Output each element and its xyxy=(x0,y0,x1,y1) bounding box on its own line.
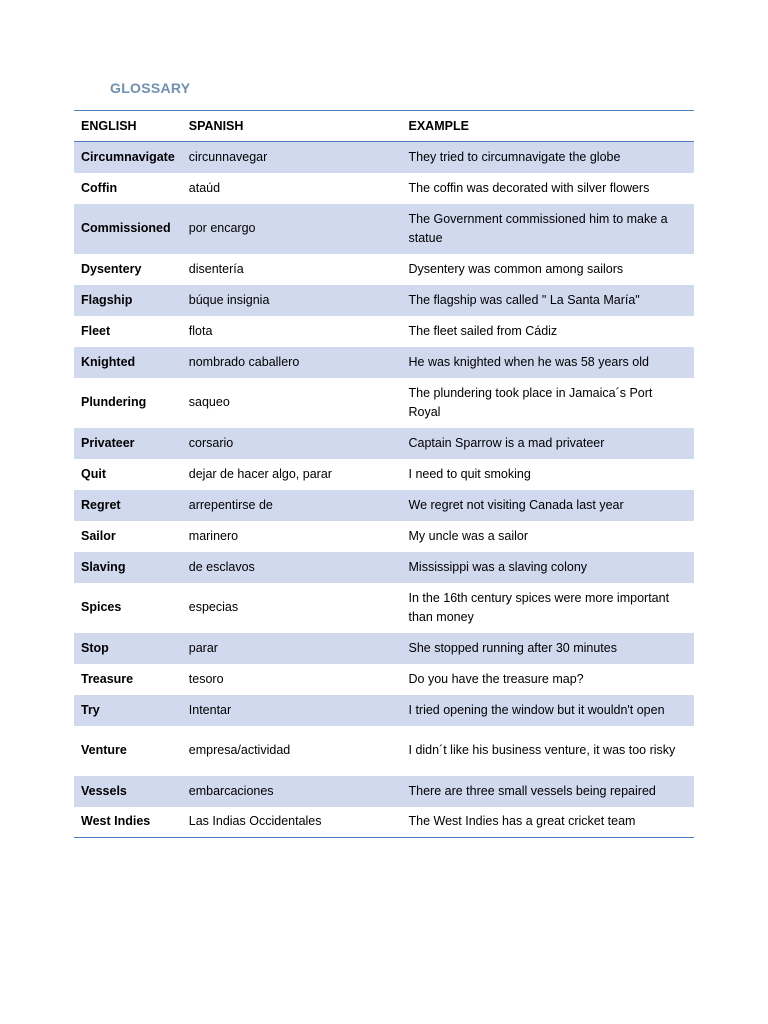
english-term: Plundering xyxy=(81,395,147,409)
spanish-translation: flota xyxy=(188,323,213,338)
english-term: Venture xyxy=(81,743,127,757)
table-row xyxy=(74,552,694,583)
spanish-translation: parar xyxy=(182,633,402,664)
example-sentence: I didn´t like his business venture, it was too risky xyxy=(408,743,676,757)
table-row xyxy=(74,173,694,204)
table-row xyxy=(74,204,694,254)
english-term: Dysentery xyxy=(81,261,142,276)
spanish-translation: embarcaciones xyxy=(182,776,402,807)
example-sentence: The coffin was decorated with silver flowers xyxy=(408,180,650,195)
english-term: Circumnavigate xyxy=(74,142,182,173)
example-sentence: I need to quit smoking xyxy=(408,466,531,481)
table-row xyxy=(74,695,694,726)
english-term: Treasure xyxy=(81,671,134,686)
spanish-translation: dejar de hacer algo, parar xyxy=(188,466,332,481)
english-term: Try xyxy=(74,695,182,726)
spanish-translation: empresa/actividad xyxy=(188,743,291,757)
spanish-translation: tesoro xyxy=(188,671,224,686)
spanish-translation: nombrado caballero xyxy=(182,347,402,378)
english-term: Vessels xyxy=(74,776,182,807)
spanish-translation: de esclavos xyxy=(182,552,402,583)
example-sentence: Mississippi was a slaving colony xyxy=(402,552,695,583)
example-sentence: He was knighted when he was 58 years old xyxy=(402,347,695,378)
example-sentence: My uncle was a sailor xyxy=(408,528,528,543)
table-row xyxy=(74,807,694,838)
english-term: Privateer xyxy=(74,428,182,459)
english-term: West Indies xyxy=(81,814,151,829)
english-term: Knighted xyxy=(74,347,182,378)
example-sentence: They tried to circumnavigate the globe xyxy=(402,142,695,173)
table-row xyxy=(74,521,694,552)
spanish-translation: corsario xyxy=(182,428,402,459)
spanish-translation: por encargo xyxy=(182,204,402,254)
table-row xyxy=(74,633,694,664)
table-row xyxy=(74,285,694,316)
spanish-translation: marinero xyxy=(188,528,239,543)
example-sentence: Do you have the treasure map? xyxy=(408,671,584,686)
table-row xyxy=(74,726,694,776)
table-row xyxy=(74,254,694,285)
english-term: Stop xyxy=(74,633,182,664)
example-sentence: The fleet sailed from Cádiz xyxy=(408,323,558,338)
column-header-spanish: SPANISH xyxy=(182,111,402,142)
table-row xyxy=(74,459,694,490)
example-sentence: There are three small vessels being repaired xyxy=(402,776,695,807)
table-row xyxy=(74,142,694,173)
english-term: Spices xyxy=(81,600,122,614)
table-row xyxy=(74,664,694,695)
table-row xyxy=(74,490,694,521)
table-row xyxy=(74,378,694,428)
column-header-english: ENGLISH xyxy=(74,111,182,142)
english-term: Quit xyxy=(81,466,106,481)
english-term: Sailor xyxy=(81,528,116,543)
spanish-translation: Intentar xyxy=(182,695,402,726)
table-row xyxy=(74,347,694,378)
english-term: Regret xyxy=(74,490,182,521)
spanish-translation: Las Indias Occidentales xyxy=(188,814,322,829)
spanish-translation: búque insignia xyxy=(182,285,402,316)
english-term: Commissioned xyxy=(74,204,182,254)
page-title: GLOSSARY xyxy=(110,80,191,96)
example-sentence: The plundering took place in Jamaica´s Port Royal xyxy=(408,385,653,419)
example-sentence: We regret not visiting Canada last year xyxy=(402,490,695,521)
example-sentence: In the 16th century spices were more important than money xyxy=(408,590,670,624)
table-row xyxy=(74,428,694,459)
table-row xyxy=(74,316,694,347)
example-sentence: She stopped running after 30 minutes xyxy=(402,633,695,664)
example-sentence: I tried opening the window but it wouldn't open xyxy=(402,695,695,726)
glossary-table xyxy=(74,110,694,838)
example-sentence: The West Indies has a great cricket team xyxy=(408,814,636,829)
spanish-translation: arrepentirse de xyxy=(182,490,402,521)
english-term: Flagship xyxy=(74,285,182,316)
spanish-translation: ataúd xyxy=(188,180,221,195)
spanish-translation: especias xyxy=(188,600,239,614)
english-term: Slaving xyxy=(74,552,182,583)
example-sentence: The Government commissioned him to make a statue xyxy=(402,204,695,254)
table-row xyxy=(74,776,694,807)
spanish-translation: circunnavegar xyxy=(182,142,402,173)
english-term: Fleet xyxy=(81,323,111,338)
example-sentence: Dysentery was common among sailors xyxy=(408,261,624,276)
spanish-translation: disentería xyxy=(188,261,244,276)
english-term: Coffin xyxy=(81,180,118,195)
table-row xyxy=(74,583,694,633)
spanish-translation: saqueo xyxy=(188,395,230,409)
table-header-row xyxy=(74,111,694,142)
example-sentence: The flagship was called " La Santa María" xyxy=(402,285,695,316)
column-header-example: EXAMPLE xyxy=(402,111,695,142)
example-sentence: Captain Sparrow is a mad privateer xyxy=(402,428,695,459)
